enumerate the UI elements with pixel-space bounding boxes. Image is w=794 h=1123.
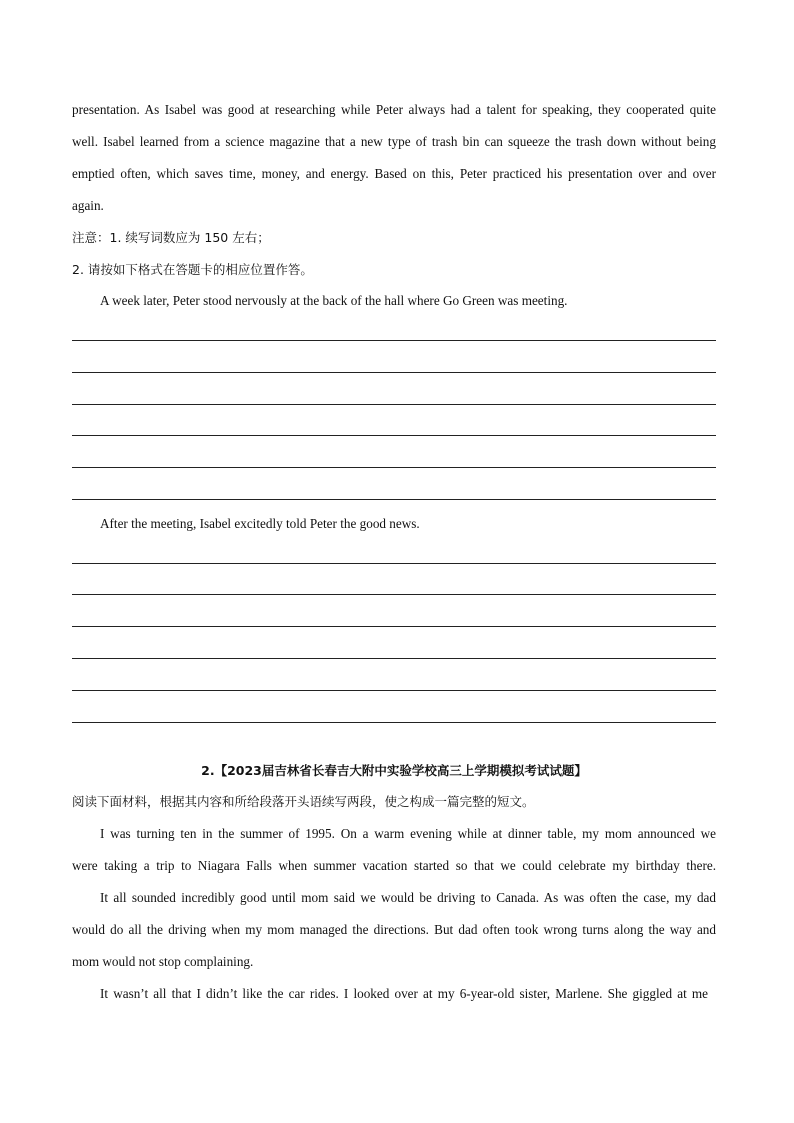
passage1-line-2: well. Isabel learned from a science magazine that a new type of trash bin can squeeze the trash down without being bbox=[72, 134, 716, 149]
continuation-prompt-1: A week later, Peter stood nervously at the back of the hall where Go Green was meeting. bbox=[100, 293, 568, 308]
answer-line bbox=[72, 435, 716, 436]
question-2-line-3: It all sounded incredibly good until mom said we would be driving to Canada. As was often the case, my dad bbox=[100, 890, 716, 905]
answer-line bbox=[72, 626, 716, 627]
answer-line bbox=[72, 340, 716, 341]
answer-line bbox=[72, 372, 716, 373]
question-2-line-5: mom would not stop complaining. bbox=[72, 954, 254, 969]
answer-line bbox=[72, 563, 716, 564]
answer-line bbox=[72, 690, 716, 691]
question-2-line-6: It wasn’t all that I didn’t like the car rides. I looked over at my 6-year-old sister, Marlene. She giggled at me bbox=[100, 986, 708, 1001]
question-2-line-2: were taking a trip to Niagara Falls when summer vacation started so that we could celebrate my birthday there. bbox=[72, 858, 716, 873]
note-format: 2. 请按如下格式在答题卡的相应位置作答。 bbox=[72, 262, 313, 277]
answer-line bbox=[72, 594, 716, 595]
question-2-line-4: would do all the driving when my mom managed the directions. But dad often took wrong turns along the way and bbox=[72, 922, 716, 937]
passage1-line-4: again. bbox=[72, 198, 104, 213]
question-2-line-1: I was turning ten in the summer of 1995. On a warm evening while at dinner table, my mom announced we bbox=[100, 826, 716, 841]
continuation-prompt-2: After the meeting, Isabel excitedly told Peter the good news. bbox=[100, 516, 420, 531]
document-page bbox=[72, 0, 716, 1123]
answer-line bbox=[72, 467, 716, 468]
passage1-line-3: emptied often, which saves time, money, and energy. Based on this, Peter practiced his presentation over and over bbox=[72, 166, 716, 181]
answer-line bbox=[72, 658, 716, 659]
note-word-count: 注意：1. 续写词数应为 150 左右； bbox=[72, 230, 270, 245]
answer-line bbox=[72, 499, 716, 500]
question-2-heading: 2.【2023届吉林省长春吉大附中实验学校高三上学期模拟考试试题】 bbox=[201, 763, 587, 778]
answer-line bbox=[72, 722, 716, 723]
question-2-instruction: 阅读下面材料，根据其内容和所给段落开头语续写两段，使之构成一篇完整的短文。 bbox=[72, 794, 535, 809]
answer-line bbox=[72, 404, 716, 405]
passage1-line-1: presentation. As Isabel was good at researching while Peter always had a talent for speaking, they cooperated quite bbox=[72, 102, 716, 117]
